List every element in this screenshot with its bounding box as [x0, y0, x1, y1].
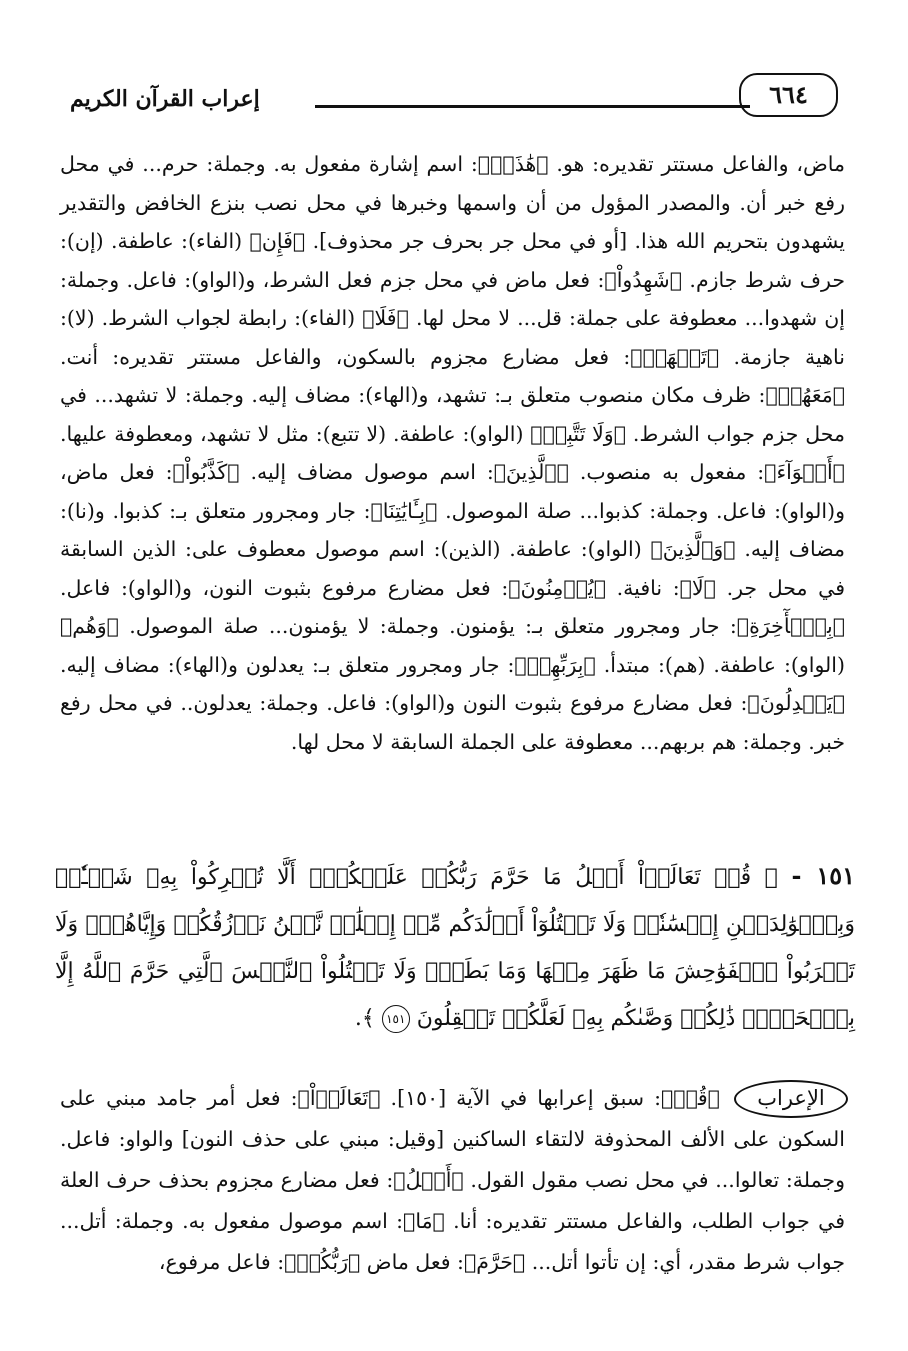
page-header [60, 68, 848, 124]
ayah-end-mark: ١٥١ [382, 1005, 410, 1033]
verse-closing: ﴾. [354, 1006, 375, 1031]
page-number: ٦٦٤ [739, 73, 838, 117]
header-rule [315, 105, 750, 108]
commentary-text [60, 145, 845, 761]
commentary-paragraph: ماض، والفاعل مستتر تقديره: هو. ﴿هَٰذَاۖ﴾: اسم إشارة مفعول به. وجملة: حرم... في محل رفع خبر أن. والمصدر المؤول من أن واسمها وخبرها في محل نصب بنزع الخافض والتقدير يشهدون بتحريم الله هذا. [أو في محل جر بحرف جر محذوف]. ﴿فَإِن﴾ (الفاء): عاطفة. (إن): حرف شرط جازم. ﴿شَهِدُواْ﴾: فعل ماض في محل جزم فعل الشرط، و(الواو): فاعل. وجملة: إن شهدوا... معطوفة على جملة: قل... لا محل لها. ﴿فَلَا﴾ (الفاء): رابطة لجواب الشرط. (لا): ناهية جازمة. ﴿تَشۡهَدۡ﴾: فعل مضارع مجزوم بالسكون، والفاعل مستتر تقديره: أنت. ﴿مَعَهُمۡ﴾: ظرف مكان منصوب متعلق بـ: تشهد، و(الهاء): مضاف إليه. وجملة: لا تشهد... في محل جزم جواب الشرط. ﴿وَلَا تَتَّبِعۡ﴾ (الواو): عاطفة. (لا تتبع): مثل لا تشهد، ومعطوفة عليها. ﴿أَهۡوَآءَ﴾: مفعول به منصوب. ﴿ٱلَّذِينَ﴾: اسم موصول مضاف إليه. ﴿كَذَّبُواْ﴾: فعل ماض، و(الواو): فاعل. وجملة: كذبوا... صلة الموصول. ﴿بِـَٔايَٰتِنَا﴾: جار ومجرور متعلق بـ: كذبوا. و(نا): مضاف إليه. ﴿وَٱلَّذِينَ﴾ (الواو): عاطفة. (الذين): اسم موصول معطوف على: الذين السابقة في محل جر. ﴿لَا﴾: نافية. ﴿يُؤۡمِنُونَ﴾: فعل مضارع مرفوع بثبوت النون، و(الواو): فاعل. ﴿بِٱلۡأٓخِرَةِ﴾: جار ومجرور متعلق بـ: يؤمنون. وجملة: لا يؤمنون... صلة الموصول. ﴿وَهُم﴾ (الواو): عاطفة. (هم): مبتدأ. ﴿بِرَبِّهِمۡ﴾: جار ومجرور متعلق بـ: يعدلون و(الهاء): مضاف إليه. ﴿يَعۡدِلُونَ﴾: فعل مضارع مرفوع بثبوت النون و(الواو): فاعل. وجملة: يعدلون.. في محل رفع خبر. وجملة: هم بربهم... معطوفة على الجملة السابقة لا محل لها. [60, 152, 845, 754]
book-title: إعراب القرآن الكريم [70, 86, 260, 112]
verse-number: ١٥١ - [791, 861, 855, 890]
quran-verse [55, 852, 855, 1042]
irab-section [60, 1078, 845, 1283]
irab-label: الإعراب [734, 1080, 848, 1118]
irab-paragraph: ﴿قُلۡ﴾: سبق إعرابها في الآية [١٥٠]. ﴿تَعَالَوۡاْ﴾: فعل أمر جامد مبني على السكون على الألف المحذوفة لالتقاء الساكنين [وقيل: مبني على حذف النون] والواو: فاعل. وجملة: تعالوا... في محل نصب مقول القول. ﴿أَتۡلُ﴾: فعل مضارع مجزوم بحذف حرف العلة في جواب الطلب، والفاعل مستتر تقديره: أنا. ﴿مَا﴾: اسم موصول مفعول به. وجملة: أتل... جواب شرط مقدر، أي: إن تأتوا أتل... ﴿حَرَّمَ﴾: فعل ماض ﴿رَبُّكُمۡ﴾: فاعل مرفوع، [60, 1086, 845, 1274]
verse-text: ﴿ قُلۡ تَعَالَوۡاْ أَتۡلُ مَا حَرَّمَ رَبُّكُمۡ عَلَيۡكُمۡۖ أَلَّا تُشۡرِكُواْ بِهِۦ شَيۡـٔٗاۖ وَبِٱلۡوَٰلِدَيۡنِ إِحۡسَٰنٗاۖ وَلَا تَقۡتُلُوٓاْ أَوۡلَٰدَكُم مِّنۡ إِمۡلَٰقٖ نَّحۡنُ نَرۡزُقُكُمۡ وَإِيَّاهُمۡۖ وَلَا تَقۡرَبُواْ ٱلۡفَوَٰحِشَ مَا ظَهَرَ مِنۡهَا وَمَا بَطَنَۖ وَلَا تَقۡتُلُواْ ٱلنَّفۡسَ ٱلَّتِي حَرَّمَ ٱللَّهُ إِلَّا بِٱلۡحَقِّۚ ذَٰلِكُمۡ وَصَّىٰكُم بِهِۦ لَعَلَّكُمۡ تَعۡقِلُونَ [55, 865, 855, 1031]
